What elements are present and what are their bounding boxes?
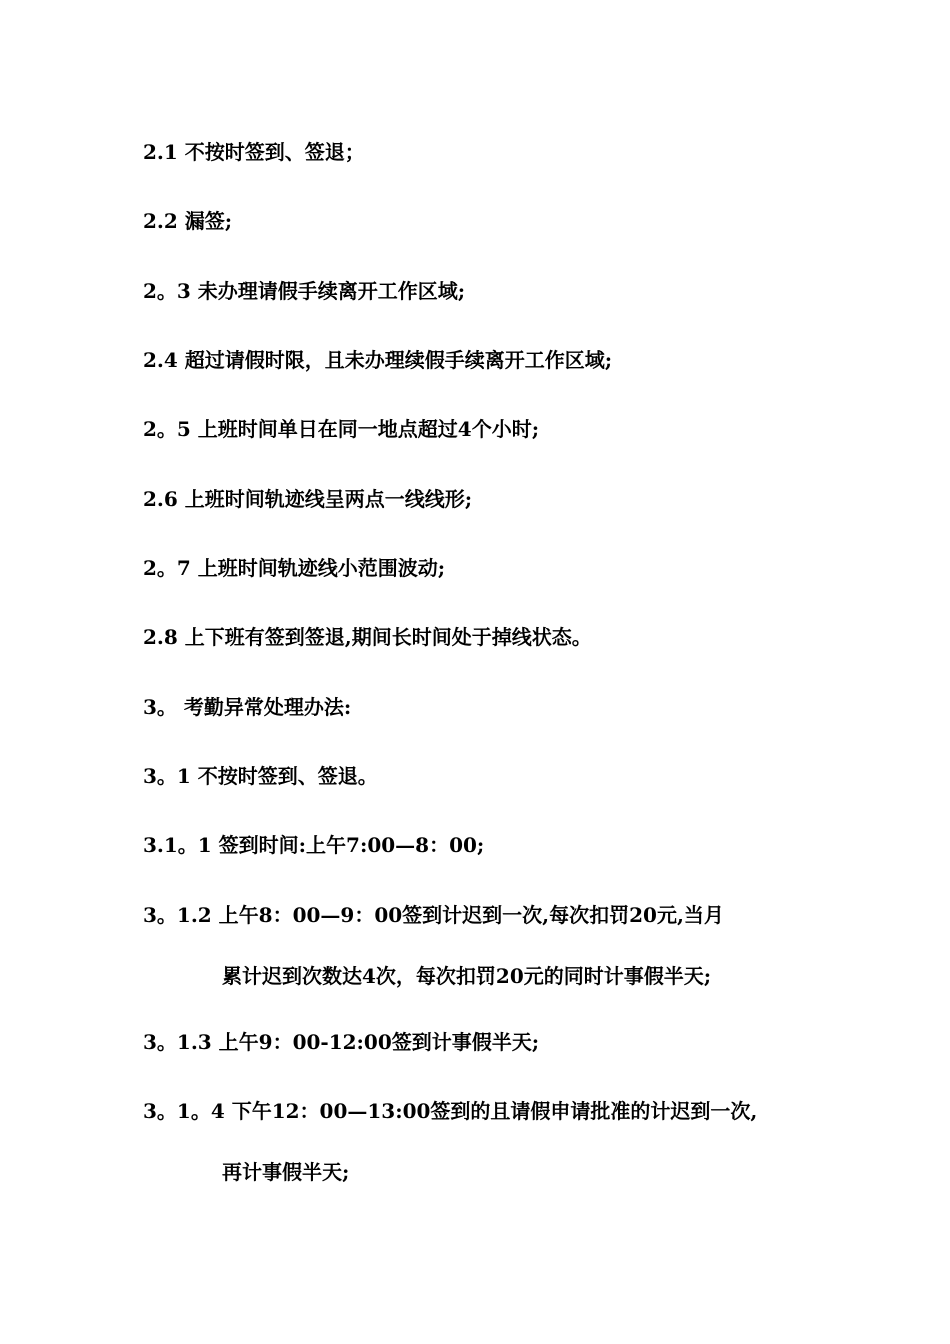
item-2-6: 2.6 上班时间轨迹线呈两点一线线形; bbox=[143, 487, 473, 511]
item-2-3: 2。3 未办理请假手续离开工作区域; bbox=[143, 279, 466, 303]
item-3-1-4-continuation: 再计事假半天; bbox=[222, 1160, 350, 1184]
item-2-5: 2。5 上班时间单日在同一地点超过4个小时; bbox=[143, 417, 540, 441]
item-3-1-1: 3.1。1 签到时间:上午7:00—8：00; bbox=[143, 833, 485, 857]
item-2-8: 2.8 上下班有签到签退,期间长时间处于掉线状态。 bbox=[143, 625, 592, 649]
item-2-1: 2.1 不按时签到、签退； bbox=[143, 140, 365, 164]
item-2-2: 2.2 漏签; bbox=[143, 209, 233, 233]
item-2-7: 2。7 上班时间轨迹线小范围波动; bbox=[143, 556, 446, 580]
item-3-1-4: 3。1。4 下午12：00—13:00签到的且请假申请批准的计迟到一次, bbox=[143, 1099, 758, 1123]
item-3-1-2: 3。1.2 上午8：00—9：00签到计迟到一次,每次扣罚20元,当月 bbox=[143, 903, 724, 927]
item-3-1-3: 3。1.3 上午9：00-12:00签到计事假半天; bbox=[143, 1030, 540, 1054]
item-3-1-2-continuation: 累计迟到次数达4次，每次扣罚20元的同时计事假半天; bbox=[222, 964, 712, 988]
item-2-4: 2.4 超过请假时限，且未办理续假手续离开工作区域; bbox=[143, 348, 613, 372]
item-3-1: 3。1 不按时签到、签退。 bbox=[143, 764, 378, 788]
section-3-heading: 3。 考勤异常处理办法: bbox=[143, 695, 352, 719]
